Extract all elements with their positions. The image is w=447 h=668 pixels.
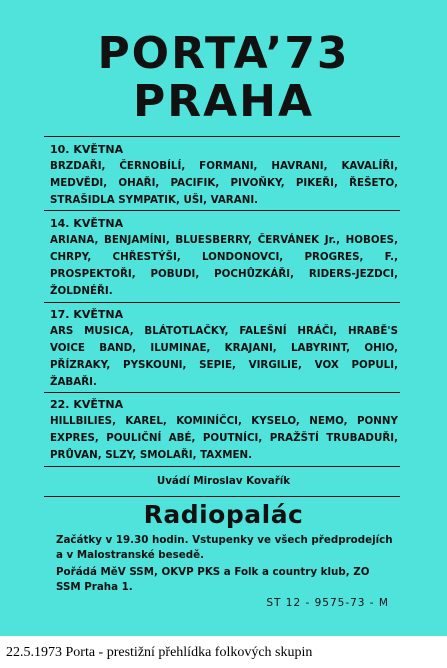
day-section-2 xyxy=(50,215,398,300)
divider xyxy=(44,210,400,211)
band-list: ARIANA, BENJAMÍNI, BLUESBERRY, ČERVÁNEK Jr., HOBOES, CHRPY, CHŘESTÝŠI, LONDONOVCI, PROGRES, F., PROSPEKTOŘI, POBUDI, POCHŮZKÁŘI, RIDERS-JEZDCI, ŽOLDNÉŘI. xyxy=(50,234,398,297)
day-date: 17. KVĚTNA xyxy=(50,308,124,321)
day-section-3 xyxy=(50,306,398,391)
venue-name: Radiopalác xyxy=(143,500,304,529)
day-section-1 xyxy=(50,141,398,209)
poster-city: PRAHA xyxy=(132,76,315,127)
presenter: Uvádí Miroslav Kovařík xyxy=(156,475,291,487)
band-list: BRZDAŘI, ČERNOBÍLÍ, FORMANI, HAVRANI, KAVALÍŘI, MEDVĚDI, OHAŘI, PACIFIK, PIVOŇKY, PIKEŘI, ŘEŠETO, STRAŠIDLA SYMPATIK, UŠI, VARANI. xyxy=(50,160,398,206)
band-list: ARS MUSICA, BLÁTOTLAČKY, FALEŠNÍ HRÁČI, HRABĚ'S VOICE BAND, ILUMINAE, KRAJANI, LABYRINT, OHIO, PŘÍZRAKY, PYSKOUNI, SEPIE, VIRGILIE, VOX POPULI, ŽABAŘI. xyxy=(50,325,398,388)
divider xyxy=(44,496,400,497)
start-info: Začátky v 19.30 hodin. Vstupenky ve všech předprodejích a v Malostranské besedě. xyxy=(56,534,393,561)
day-section-4 xyxy=(50,396,398,464)
day-date: 22. KVĚTNA xyxy=(50,398,124,411)
divider xyxy=(44,466,400,467)
divider xyxy=(44,392,400,393)
photo-caption: 22.5.1973 Porta - prestižní přehlídka folkových skupin xyxy=(6,645,313,660)
divider xyxy=(44,302,400,303)
day-date: 10. KVĚTNA xyxy=(50,143,124,156)
divider xyxy=(44,136,400,137)
print-code: ST 12 - 9575-73 - M xyxy=(266,597,389,609)
organizers: Pořádá MěV SSM, OKVP PKS a Folk a country klub, ZO SSM Praha 1. xyxy=(56,566,370,593)
day-date: 14. KVĚTNA xyxy=(50,217,124,230)
band-list: HILLBILIES, KAREL, KOMINÍČCI, KYSELO, NEMO, PONNY EXPRES, POULIČNÍ ABÉ, POUTNÍCI, PRAŽŠTÍ TRUBADUŘI, PRŮVAN, SLZY, SMOLAŘI, TAXMEN. xyxy=(50,415,398,461)
poster-title: PORTA’73 xyxy=(97,28,350,79)
